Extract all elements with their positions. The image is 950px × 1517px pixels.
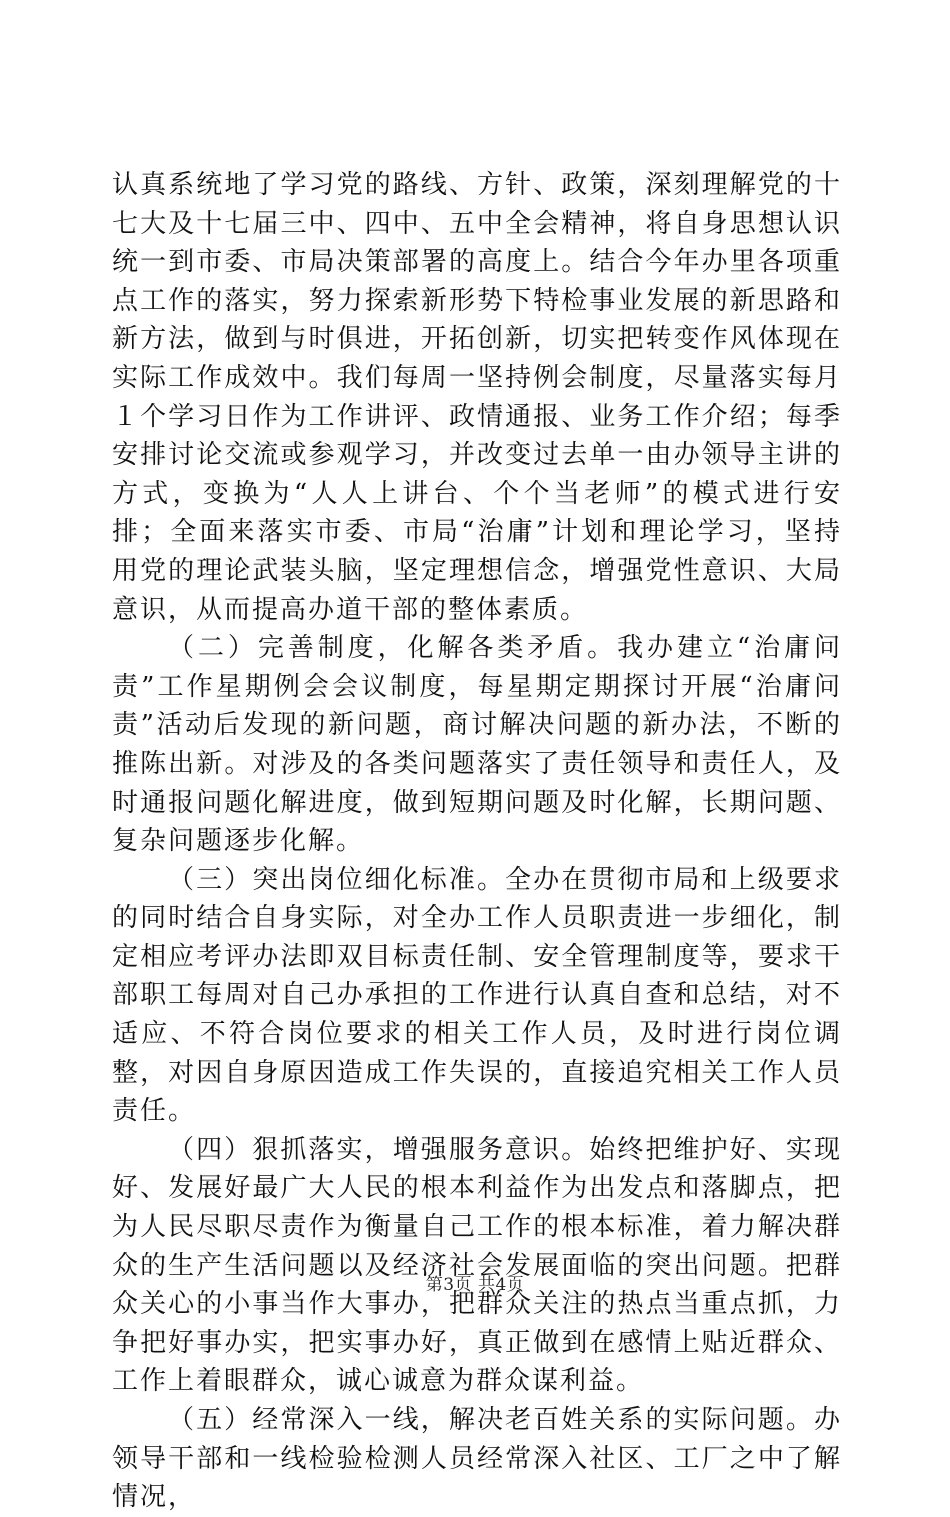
paragraph-section-4: （四）狠抓落实，增强服务意识。始终把维护好、实现好、发展好最广大人民的根本利益作为出发点和落脚点，把为人民尽职尽责作为衡量自己工作的根本标准，着力解决群众的生产生活问题以及经济社会发展面临的突出问题。把群众关心的小事当作大事办，把群众关注的热点当重点抓，力争把好事办实，把实事办好，真正做到在感情上贴近群众、工作上着眼群众，诚心诚意为群众谋利益。: [112, 1134, 842, 1397]
paragraph-section-3: （三）突出岗位细化标准。全办在贯彻市局和上级要求的同时结合自身实际，对全办工作人员职责进一步细化，制定相应考评办法即双目标责任制、安全管理制度等，要求干部职工每周对自己办承担的工作进行认真自查和总结，对不适应、不符合岗位要求的相关工作人员，及时进行岗位调整，对因自身原因造成工作失误的，直接追究相关工作人员责任。: [112, 864, 842, 1127]
paragraph-section-5: （五）经常深入一线，解决老百姓关系的实际问题。办领导干部和一线检验检测人员经常深入社区、工厂之中了解情况，: [112, 1405, 842, 1513]
paragraph-section-2: （二）完善制度，化解各类矛盾。我办建立“治庸问责”工作星期例会会议制度，每星期定期探讨开展“治庸问责”活动后发现的新问题，商讨解决问题的新办法，不断的推陈出新。对涉及的各类问题落实了责任领导和责任人，及时通报问题化解进度，做到短期问题及时化解，长期问题、复杂问题逐步化解。: [112, 633, 842, 857]
document-body: [112, 166, 842, 1517]
page-number-footer: 第3页 共4页: [425, 1275, 525, 1295]
paragraph-continuation: 认真系统地了学习党的路线、方针、政策，深刻理解党的十七大及十七届三中、四中、五中全会精神，将自身思想认识统一到市委、市局决策部署的高度上。结合今年办里各项重点工作的落实，努力探索新形势下特检事业发展的新思路和新方法，做到与时俱进，开拓创新，切实把转变作风体现在实际工作成效中。我们每周一坚持例会制度，尽量落实每月１个学习日作为工作讲评、政情通报、业务工作介绍；每季安排讨论交流或参观学习，并改变过去单一由办领导主讲的方式，变换为“人人上讲台、个个当老师”的模式进行安排；全面来落实市委、市局“治庸”计划和理论学习，坚持用党的理论武装头脑，坚定理想信念，增强党性意识、大局意识，从而提高办道干部的整体素质。: [112, 170, 842, 625]
